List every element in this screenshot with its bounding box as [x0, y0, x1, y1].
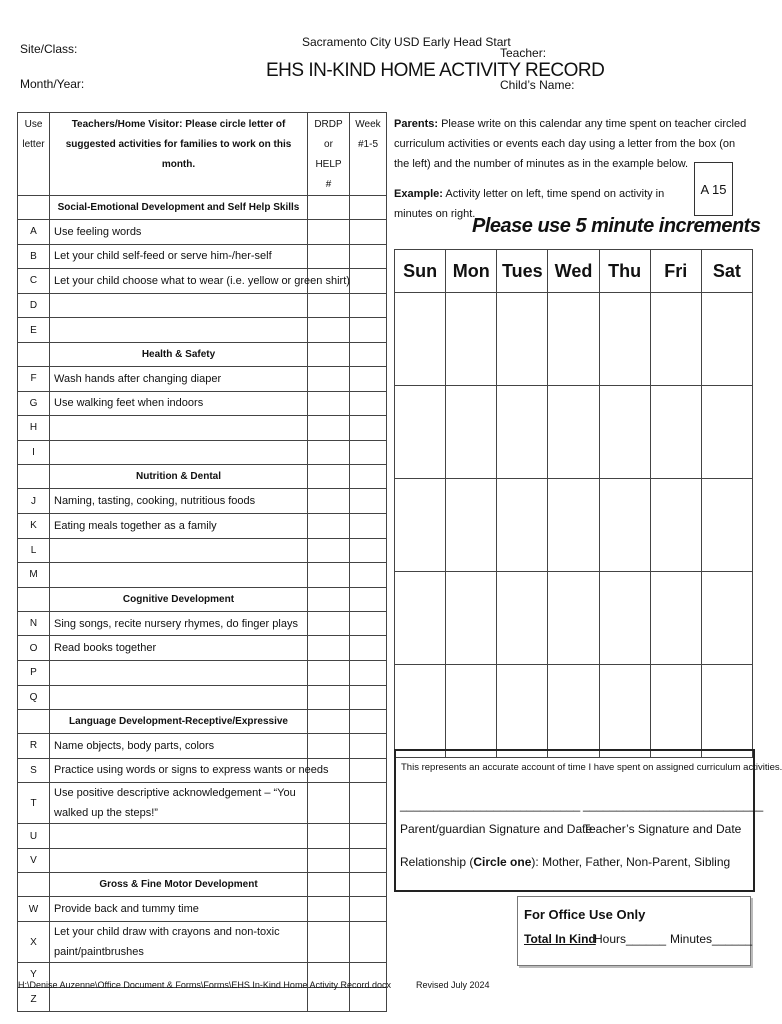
drdp-cell[interactable]	[308, 244, 350, 269]
activity-row	[18, 489, 387, 514]
week-cell[interactable]	[350, 318, 387, 343]
example-label: Example:	[394, 188, 443, 200]
week-cell[interactable]	[350, 269, 387, 294]
activity-letter[interactable]: Z	[18, 987, 50, 1012]
calendar-day-cell[interactable]	[599, 665, 650, 758]
activity-letter[interactable]: U	[18, 824, 50, 849]
calendar-day-cell[interactable]	[446, 479, 497, 572]
week-cell[interactable]	[350, 440, 387, 465]
drdp-cell[interactable]	[308, 489, 350, 514]
activity-description	[50, 318, 308, 343]
category-title: Gross & Fine Motor Development	[50, 873, 308, 897]
calendar-day-cell[interactable]	[650, 665, 701, 758]
parents-text: Please write on this calendar any time spent on teacher circled curriculum activities or events each day using a letter from the box (on the left) and the number of minutes as in the example below.	[394, 118, 747, 170]
activity-letter[interactable]: N	[18, 611, 50, 636]
activity-letter[interactable]: P	[18, 660, 50, 685]
use-letter-header: Use letter	[18, 113, 50, 196]
activity-description: Provide back and tummy time	[50, 897, 308, 922]
activity-description: Naming, tasting, cooking, nutritious foods	[50, 489, 308, 514]
activity-letter[interactable]: Y	[18, 963, 50, 988]
day-header-mon: Mon	[446, 250, 497, 293]
activity-row	[18, 366, 387, 391]
drdp-cell[interactable]	[308, 848, 350, 873]
activity-description	[50, 293, 308, 318]
calendar-day-cell[interactable]	[701, 572, 752, 665]
category-title: Social-Emotional Development and Self Help Skills	[50, 196, 308, 220]
activity-letter[interactable]: G	[18, 391, 50, 416]
drdp-cell[interactable]	[308, 563, 350, 588]
calendar-day-cell[interactable]	[548, 293, 599, 386]
calendar-day-cell[interactable]	[599, 479, 650, 572]
drdp-cell[interactable]	[308, 366, 350, 391]
activity-description: Practice using words or signs to express wants or needs	[50, 758, 308, 783]
activity-letter[interactable]: Q	[18, 685, 50, 710]
activity-row	[18, 685, 387, 710]
calendar-week	[395, 293, 753, 386]
week-cell[interactable]	[350, 636, 387, 661]
activity-row	[18, 636, 387, 661]
week-cell[interactable]	[350, 897, 387, 922]
activity-letter[interactable]: E	[18, 318, 50, 343]
activity-row	[18, 563, 387, 588]
week-cell[interactable]	[350, 660, 387, 685]
activity-row	[18, 734, 387, 759]
week-cell[interactable]	[350, 416, 387, 441]
calendar-day-cell[interactable]	[497, 293, 548, 386]
calendar	[394, 249, 753, 758]
week-cell[interactable]	[350, 293, 387, 318]
week-cell[interactable]	[350, 824, 387, 849]
activity-letter[interactable]: S	[18, 758, 50, 783]
activity-description	[50, 538, 308, 563]
calendar-day-cell[interactable]	[650, 572, 701, 665]
calendar-day-cell[interactable]	[599, 386, 650, 479]
day-header-sun: Sun	[395, 250, 446, 293]
form-title: EHS IN-KIND HOME ACTIVITY RECORD	[266, 60, 605, 81]
activity-description	[50, 416, 308, 441]
week-cell[interactable]	[350, 489, 387, 514]
calendar-day-cell[interactable]	[548, 386, 599, 479]
activity-row	[18, 824, 387, 849]
activity-description: Use feeling words	[50, 220, 308, 245]
activity-row	[18, 244, 387, 269]
category-blank	[18, 710, 50, 734]
category-blank	[18, 587, 50, 611]
activity-description: Wash hands after changing diaper	[50, 366, 308, 391]
example-box: A 15	[694, 162, 733, 216]
week-cell[interactable]	[350, 538, 387, 563]
category-blank	[350, 587, 387, 611]
relationship-line[interactable]	[400, 855, 730, 869]
calendar-day-cell[interactable]	[701, 479, 752, 572]
calendar-week	[395, 572, 753, 665]
category-blank	[18, 342, 50, 366]
category-blank	[350, 465, 387, 489]
category-blank	[308, 465, 350, 489]
activity-description: Let your child self-feed or serve him-/her-self	[50, 244, 308, 269]
category-blank	[350, 873, 387, 897]
calendar-day-cell[interactable]	[497, 572, 548, 665]
teacher-label: Teacher:	[500, 46, 547, 60]
category-title: Health & Safety	[50, 342, 308, 366]
week-cell[interactable]	[350, 685, 387, 710]
week-cell[interactable]	[350, 513, 387, 538]
calendar-day-cell[interactable]	[446, 293, 497, 386]
calendar-day-cell[interactable]	[548, 572, 599, 665]
parent-signature-label: Parent/guardian Signature and Date	[400, 822, 593, 836]
drdp-cell[interactable]	[308, 897, 350, 922]
drdp-cell[interactable]	[308, 783, 350, 824]
activity-row	[18, 758, 387, 783]
activity-letter[interactable]: W	[18, 897, 50, 922]
category-blank	[18, 465, 50, 489]
activity-letter[interactable]: L	[18, 538, 50, 563]
example-text: Activity letter on left, time spend on activity in minutes on right.	[394, 188, 665, 220]
week-cell[interactable]	[350, 563, 387, 588]
activity-row	[18, 611, 387, 636]
category-row	[18, 196, 387, 220]
calendar-day-cell[interactable]	[548, 665, 599, 758]
activity-letter[interactable]: J	[18, 489, 50, 514]
calendar-day-cell[interactable]	[497, 665, 548, 758]
revised-date: Revised July 2024	[416, 980, 490, 990]
activities-header: Teachers/Home Visitor: Please circle letter of suggested activities for families to work on this month.	[50, 113, 308, 196]
parent-signature-line[interactable]: ___________________________	[400, 798, 581, 812]
day-header-sat: Sat	[701, 250, 752, 293]
activity-table	[17, 112, 387, 1012]
week-cell[interactable]	[350, 987, 387, 1012]
calendar-day-cell[interactable]	[446, 572, 497, 665]
org-name: Sacramento City USD Early Head Start	[302, 35, 511, 49]
activity-letter[interactable]: B	[18, 244, 50, 269]
week-header: Week #1-5	[350, 113, 387, 196]
activity-letter[interactable]: O	[18, 636, 50, 661]
category-blank	[350, 196, 387, 220]
calendar-day-cell[interactable]	[395, 479, 446, 572]
teacher-signature-line[interactable]: ___________________________	[583, 798, 764, 812]
calendar-day-cell[interactable]	[548, 479, 599, 572]
activity-row	[18, 987, 387, 1012]
day-header-fri: Fri	[650, 250, 701, 293]
category-blank	[308, 196, 350, 220]
site-class-label: Site/Class:	[20, 42, 78, 56]
activity-description: Name objects, body parts, colors	[50, 734, 308, 759]
calendar-day-cell[interactable]	[650, 479, 701, 572]
parents-label: Parents:	[394, 118, 439, 130]
total-in-kind-text: Total In Kind	[524, 932, 596, 946]
category-blank	[18, 196, 50, 220]
activity-row	[18, 513, 387, 538]
total-in-kind-label	[524, 932, 596, 946]
activity-letter[interactable]: M	[18, 563, 50, 588]
category-blank	[308, 873, 350, 897]
week-cell[interactable]	[350, 220, 387, 245]
week-cell[interactable]	[350, 244, 387, 269]
calendar-day-cell[interactable]	[701, 293, 752, 386]
minutes-field[interactable]: Minutes______	[670, 932, 753, 946]
drdp-cell[interactable]	[308, 318, 350, 343]
category-title: Language Development-Receptive/Expressive	[50, 710, 308, 734]
activity-description	[50, 440, 308, 465]
activity-letter[interactable]: V	[18, 848, 50, 873]
activity-letter[interactable]: A	[18, 220, 50, 245]
week-cell[interactable]	[350, 922, 387, 963]
activity-row	[18, 416, 387, 441]
drdp-cell[interactable]	[308, 824, 350, 849]
increments-note: Please use 5 minute increments	[472, 215, 761, 237]
category-title: Cognitive Development	[50, 587, 308, 611]
activity-row	[18, 391, 387, 416]
category-row	[18, 465, 387, 489]
activity-letter[interactable]: X	[18, 922, 50, 963]
activity-description	[50, 987, 308, 1012]
activity-description: Let your child choose what to wear (i.e. yellow or green shirt)	[50, 269, 308, 294]
drdp-header: DRDP or HELP #	[308, 113, 350, 196]
relationship-options: ): Mother, Father, Non-Parent, Sibling	[531, 855, 731, 869]
activity-description: Let your child draw with crayons and non-toxic paint/paintbrushes	[50, 922, 308, 963]
activity-letter[interactable]: I	[18, 440, 50, 465]
calendar-day-cell[interactable]	[395, 386, 446, 479]
week-cell[interactable]	[350, 783, 387, 824]
calendar-day-cell[interactable]	[599, 293, 650, 386]
activity-row	[18, 293, 387, 318]
calendar-day-cell[interactable]	[446, 665, 497, 758]
activity-letter[interactable]: R	[18, 734, 50, 759]
category-title: Nutrition & Dental	[50, 465, 308, 489]
relationship-circle-one: Circle one	[473, 855, 532, 869]
category-row	[18, 873, 387, 897]
calendar-day-cell[interactable]	[395, 572, 446, 665]
activity-row	[18, 440, 387, 465]
drdp-cell[interactable]	[308, 416, 350, 441]
calendar-day-cell[interactable]	[497, 386, 548, 479]
activity-letter[interactable]: K	[18, 513, 50, 538]
calendar-day-cell[interactable]	[446, 386, 497, 479]
drdp-cell[interactable]	[308, 987, 350, 1012]
activity-row	[18, 922, 387, 963]
day-header-thu: Thu	[599, 250, 650, 293]
day-header-tues: Tues	[497, 250, 548, 293]
calendar-day-cell[interactable]	[701, 665, 752, 758]
activity-row	[18, 660, 387, 685]
calendar-day-cell[interactable]	[395, 293, 446, 386]
day-header-wed: Wed	[548, 250, 599, 293]
activity-description: Use positive descriptive acknowledgement – “You walked up the steps!”	[50, 783, 308, 824]
week-cell[interactable]	[350, 391, 387, 416]
category-row	[18, 587, 387, 611]
calendar-day-cell[interactable]	[497, 479, 548, 572]
week-cell[interactable]	[350, 366, 387, 391]
drdp-cell[interactable]	[308, 734, 350, 759]
activity-row	[18, 538, 387, 563]
activity-description: Read books together	[50, 636, 308, 661]
activity-row	[18, 897, 387, 922]
drdp-cell[interactable]	[308, 660, 350, 685]
week-cell[interactable]	[350, 611, 387, 636]
week-cell[interactable]	[350, 734, 387, 759]
drdp-cell[interactable]	[308, 611, 350, 636]
calendar-day-cell[interactable]	[599, 572, 650, 665]
activity-description	[50, 848, 308, 873]
activity-letter[interactable]: T	[18, 783, 50, 824]
activity-description	[50, 685, 308, 710]
category-blank	[308, 342, 350, 366]
activity-description: Use walking feet when indoors	[50, 391, 308, 416]
activity-letter[interactable]: C	[18, 269, 50, 294]
calendar-day-cell[interactable]	[395, 665, 446, 758]
drdp-cell[interactable]	[308, 391, 350, 416]
category-row	[18, 710, 387, 734]
calendar-day-cell[interactable]	[650, 293, 701, 386]
category-row	[18, 342, 387, 366]
activity-row	[18, 783, 387, 824]
drdp-cell[interactable]	[308, 922, 350, 963]
activity-row	[18, 220, 387, 245]
calendar-week	[395, 386, 753, 479]
calendar-day-cell[interactable]	[701, 386, 752, 479]
relationship-prefix: Relationship (	[400, 855, 474, 869]
calendar-week	[395, 665, 753, 758]
drdp-cell[interactable]	[308, 513, 350, 538]
certification-statement: This represents an accurate account of time I have spent on assigned curriculum activities.	[401, 762, 782, 773]
activity-row	[18, 848, 387, 873]
category-blank	[350, 342, 387, 366]
office-title: For Office Use Only	[524, 907, 646, 922]
category-blank	[18, 873, 50, 897]
drdp-cell[interactable]	[308, 220, 350, 245]
drdp-cell[interactable]	[308, 440, 350, 465]
activity-description: Eating meals together as a family	[50, 513, 308, 538]
activity-row	[18, 269, 387, 294]
calendar-week	[395, 479, 753, 572]
calendar-day-cell[interactable]	[650, 386, 701, 479]
file-path: H:\Denise Auzenne\Office Document & Forms\Forms\EHS In-Kind Home Activity Record.docx	[18, 980, 391, 990]
month-year-label: Month/Year:	[20, 77, 85, 91]
week-cell[interactable]	[350, 758, 387, 783]
activity-row	[18, 318, 387, 343]
activity-letter[interactable]: F	[18, 366, 50, 391]
child-name-label: Child’s Name:	[500, 78, 575, 92]
drdp-cell[interactable]	[308, 636, 350, 661]
certification-box	[394, 749, 782, 892]
category-blank	[308, 587, 350, 611]
activity-description	[50, 660, 308, 685]
office-use-box	[517, 896, 751, 966]
drdp-cell[interactable]	[308, 685, 350, 710]
drdp-cell[interactable]	[308, 293, 350, 318]
activity-description	[50, 563, 308, 588]
category-blank	[350, 710, 387, 734]
drdp-cell[interactable]	[308, 538, 350, 563]
activity-description	[50, 824, 308, 849]
teacher-signature-label: Teacher’s Signature and Date	[583, 822, 742, 836]
activity-description: Sing songs, recite nursery rhymes, do finger plays	[50, 611, 308, 636]
hours-field[interactable]: Hours______	[594, 932, 667, 946]
activity-letter[interactable]: H	[18, 416, 50, 441]
activity-letter[interactable]: D	[18, 293, 50, 318]
week-cell[interactable]	[350, 848, 387, 873]
category-blank	[308, 710, 350, 734]
